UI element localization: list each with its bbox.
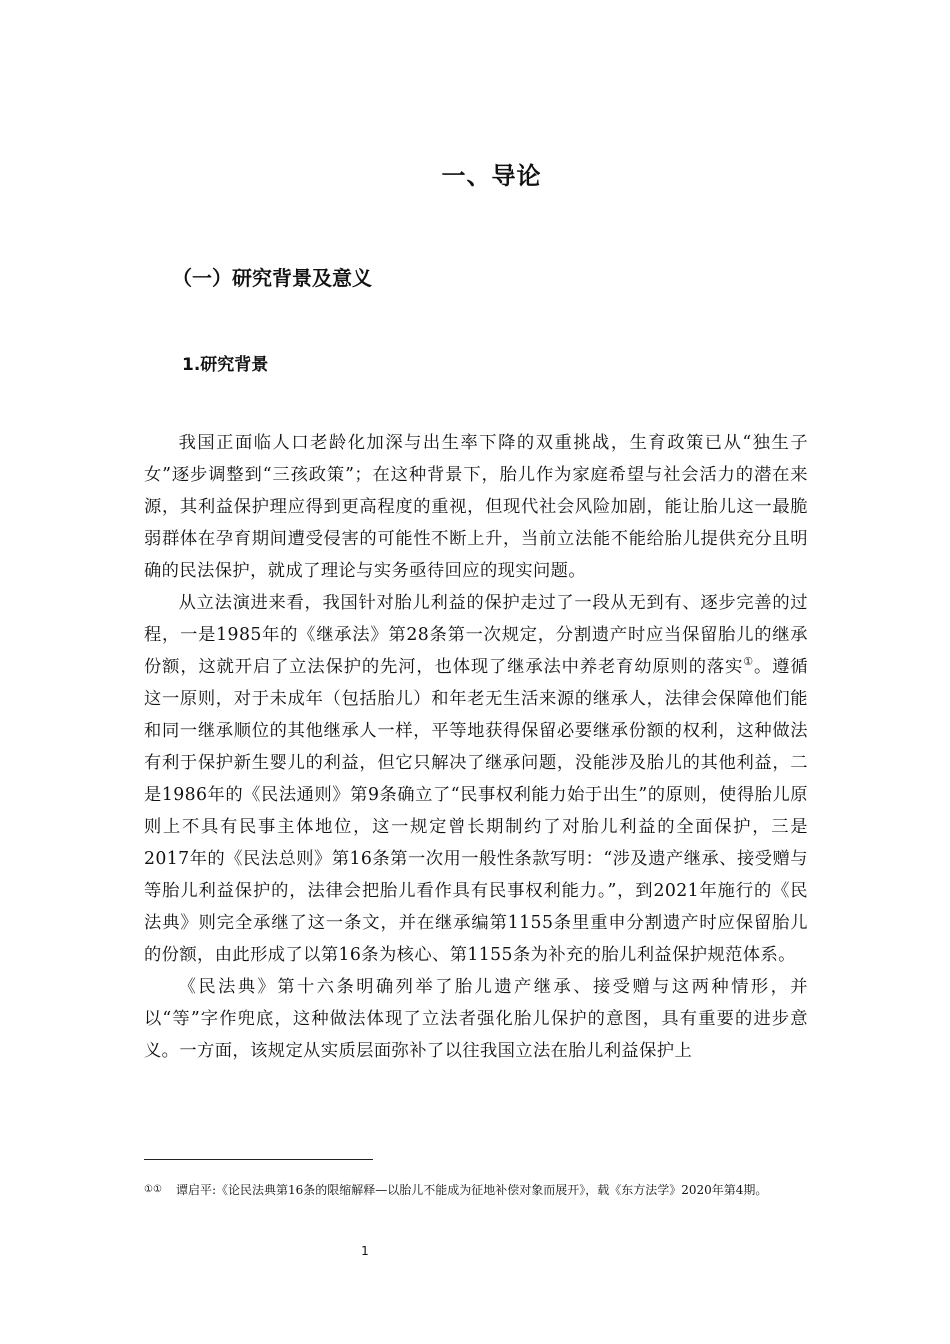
footnote-divider [144,1159,373,1160]
subsection-title: 1.研究背景 [182,355,269,375]
body-text [144,427,808,1067]
footnote-text: 谭启平:《论民法典第16条的限缩解释—以胎儿不能成为征地补偿对象而展开》，载《东方法学》2020年第4期。 [175,1183,768,1197]
page-number: 1 [361,1244,369,1258]
section-title: （一）研究背景及意义 [172,266,372,290]
paragraph: 我国正面临人口老龄化加深与出生率下降的双重挑战，生育政策已从“独生子女”逐步调整到“三孩政策”；在这种背景下，胎儿作为家庭希望与社会活力的潜在来源，其利益保护理应得到更高程度的重视，但现代社会风险加剧，能让胎儿这一最脆弱群体在孕育期间遭受侵害的可能性不断上升，当前立法能不能给胎儿提供充分且明确的民法保护，就成了理论与实务亟待回应的现实问题。 [144,433,808,581]
footnote [144,1174,808,1206]
paragraph-text: 。遵循这一原则，对于未成年（包括胎儿）和年老无生活来源的继承人，法律会保障他们能和同一继承顺位的其他继承人一样，平等地获得保留必要继承份额的权利，这种做法有利于保护新生婴儿的利益，但它只解决了继承问题，没能涉及胎儿的其他利益，二是1986年的《民法通则》第9条确立了“民事权利能力始于出生”的原则，使得胎儿原则上不具有民事主体地位，这一规定曾长期制约了对胎儿利益的全面保护，三是2017年的《民法总则》第16条第一次用一般性条款写明：“涉及遗产继承、接受赠与等胎儿利益保护的，法律会把胎儿看作具有民事权利能力。”，到2021年施行的《民法典》则完全承继了这一条文，并在继承编第1155条里重申分割遗产时应保留胎儿的份额，由此形成了以第16条为核心、第1155条为补充的胎儿利益保护规范体系。 [144,657,809,965]
paragraph-text: 从立法演进来看，我国针对胎儿利益的保护走过了一段从无到有、逐步完善的过程，一是1985年的《继承法》第28条第一次规定，分割遗产时应当保留胎儿的继承份额，这就开启了立法保护的先河，也体现了继承法中养老育幼原则的落实 [144,593,808,677]
paragraph [144,587,808,971]
footnote-reference[interactable]: ① [743,655,755,669]
chapter-title: 一、导论 [441,162,542,190]
paragraph: 《民法典》第十六条明确列举了胎儿遗产继承、接受赠与这两种情形，并以“等”字作兜底，这种做法体现了立法者强化胎儿保护的意图，具有重要的进步意义。一方面，该规定从实质层面弥补了以往我国立法在胎儿利益保护上 [144,977,808,1061]
footnote-mark: ①① [144,1184,162,1195]
